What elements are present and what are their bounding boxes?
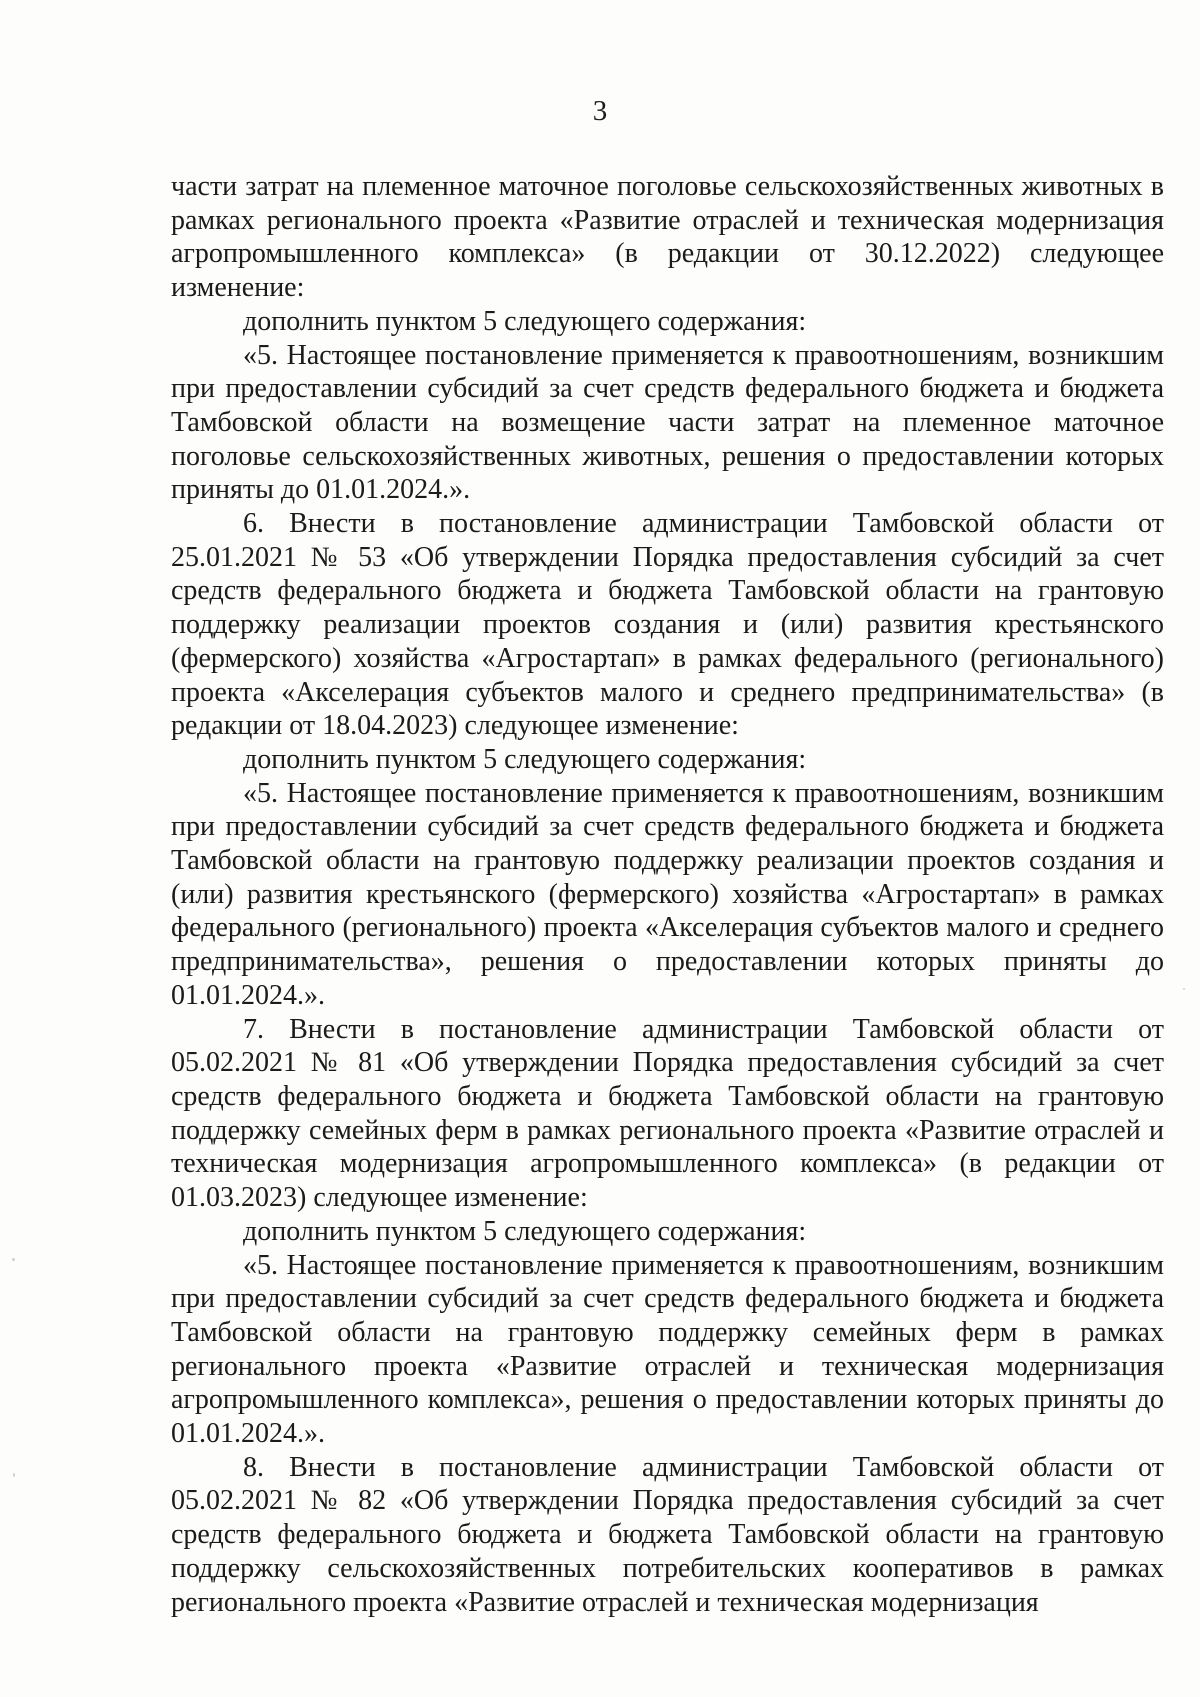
paragraph: 6. Внести в постановление администрации Тамбовской области от 25.01.2021 № 53 «Об утверждении Порядка предоставления субсидий за счет средств федерального бюджета и бюджета Тамбовской области на грантовую поддержку реализации проектов создания и (или) развития крестьянского (фермерского) хозяйства «Агростартап» в рамках федерального (регионального) проекта «Акселерация субъектов малого и среднего предпринимательства» (в редакции от 18.04.2023) следующее изменение: (171, 508, 1164, 742)
scan-speck (13, 1473, 15, 1477)
paragraph: «5. Настоящее постановление применяется к правоотношениям, возникшим при предоставлении субсидий за счет средств федерального бюджета и бюджета Тамбовской области на грантовую поддержку семейных ферм в рамках регионального проекта «Развитие отраслей и техническая модернизация агропромышленного комплекса», решения о предоставлении которых приняты до 01.01.2024.». (171, 1249, 1164, 1450)
paragraph: 8. Внести в постановление администрации Тамбовской области от 05.02.2021 № 82 «Об утверждении Порядка предоставления субсидий за счет средств федерального бюджета и бюджета Тамбовской области на грантовую поддержку сельскохозяйственных потребительских кооперативов в рамках регионального проекта «Развитие отраслей и техническая модернизация (171, 1451, 1164, 1618)
scan-speck (1183, 988, 1185, 990)
paragraph: «5. Настоящее постановление применяется к правоотношениям, возникшим при предоставлении субсидий за счет средств федерального бюджета и бюджета Тамбовской области на возмещение части затрат на племенное маточное поголовье сельскохозяйственных животных, решения о предоставлении которых приняты до 01.01.2024.». (171, 339, 1164, 506)
paragraph: «5. Настоящее постановление применяется к правоотношениям, возникшим при предоставлении субсидий за счет средств федерального бюджета и бюджета Тамбовской области на грантовую поддержку реализации проектов создания и (или) развития крестьянского (фермерского) хозяйства «Агростартап» в рамках федерального (регионального) проекта «Акселерация субъектов малого и среднего предпринимательства», решения о предоставлении которых приняты до 01.01.2024.». (171, 777, 1164, 1011)
paragraph: дополнить пунктом 5 следующего содержания: (243, 305, 807, 337)
paragraph: дополнить пунктом 5 следующего содержания: (243, 1215, 807, 1247)
page-number: 3 (592, 95, 608, 127)
paragraph: дополнить пунктом 5 следующего содержания: (243, 743, 807, 775)
scan-speck (12, 1258, 15, 1261)
paragraph: части затрат на племенное маточное поголовье сельскохозяйственных животных в рамках регионального проекта «Развитие отраслей и техническая модернизация агропромышленного комплекса» (в редакции от 30.12.2022) следующее изменение: (171, 171, 1164, 304)
paragraph: 7. Внести в постановление администрации Тамбовской области от 05.02.2021 № 81 «Об утверждении Порядка предоставления субсидий за счет средств федерального бюджета и бюджета Тамбовской области на грантовую поддержку семейных ферм в рамках регионального проекта «Развитие отраслей и техническая модернизация агропромышленного комплекса» (в редакции от 01.03.2023) следующее изменение: (171, 1013, 1164, 1214)
document-body (171, 170, 1164, 1619)
